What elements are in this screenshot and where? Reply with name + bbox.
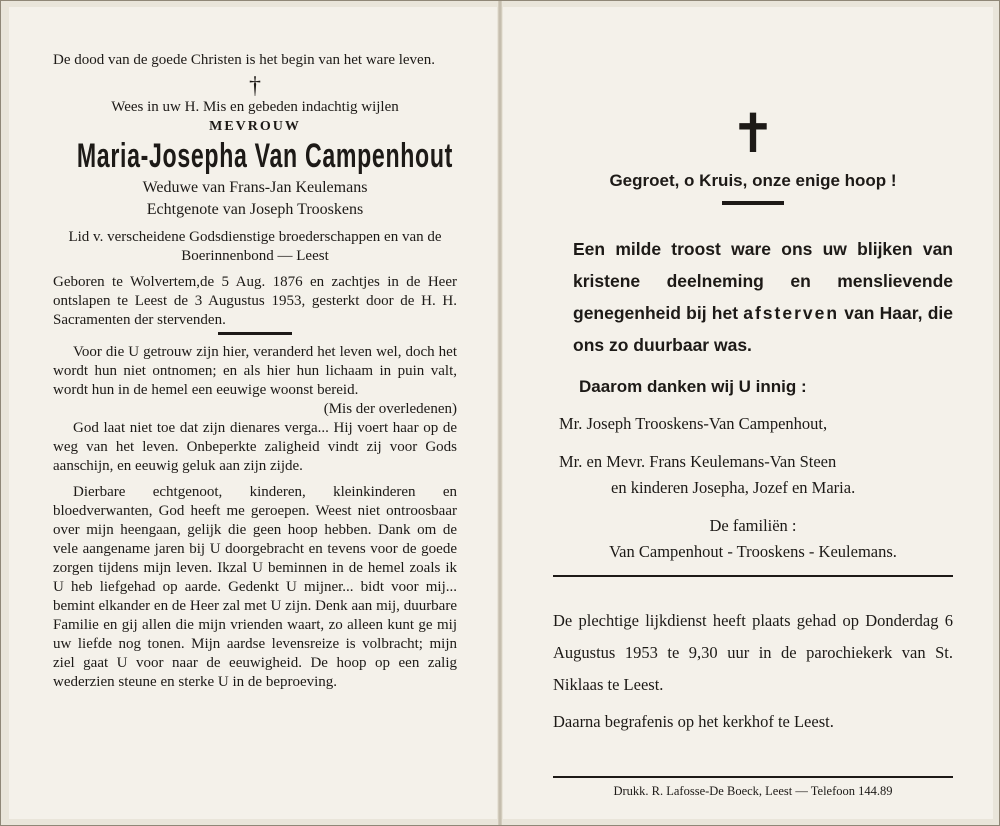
paragraph-1: Voor die U getrouw zijn hier, veranderd het leven wel, doch het wordt hun niet ontnomen; en als hier hun lichaam in puin valt, wordt hun in de hemel een eeuwige woonst bereid. xyxy=(53,344,457,398)
deceased-name: Maria-Josepha Van Campenhout xyxy=(76,137,454,175)
thanks-text-a: Een milde troost ware ons uw blijken van kristene deelneming en menslievende genegenheid bij het xyxy=(573,239,953,323)
cross-icon-large: ✝ xyxy=(730,104,776,164)
thanks-text xyxy=(573,233,953,361)
thanks-heading: Daarom danken wij U innig : xyxy=(579,377,807,396)
right-page xyxy=(503,7,993,819)
widow-line: Weduwe van Frans-Jan Keulemans xyxy=(142,179,368,196)
family-line-2b: en kinderen Josepha, Jozef en Maria. xyxy=(611,478,856,497)
left-page xyxy=(9,7,497,819)
greeting-heading: Gegroet, o Kruis, onze enige hoop ! xyxy=(609,171,897,190)
card-fold xyxy=(498,1,502,825)
funeral-text: De plechtige lijkdienst heeft plaats gehad op Donderdag 6 Augustus 1953 te 9,30 uur in de parochiekerk van St. Niklaas te Leest. xyxy=(553,611,953,694)
title-mevrouw: MEVROUW xyxy=(209,119,301,134)
paragraph-3: Dierbare echtgenoot, kinderen, kleinkinderen en bloedverwanten, God heeft me geroepen. Weest niet ontroosbaar over mijn heengaan, gelijk die geen hoop hebben. Dank om de vele aangename jaren bij U doorgebracht en tevens voor de goede zorgen tijdens mijn leven. Ikzal U beminnen in de hemel zoals ik U heb liefgehad op aarde. Gedenkt U mijner... bidt voor mij... bemint elkander en de Heer zal met U zijn. Denk aan mij, duurbare Familie en gij allen die mijn vrienden waart, zo alleen kunt ge mij uw liefde nog tonen. Mijn aardse levensreize is volbracht; mijn ziel gaat U voor naar de eeuwigheid. De hoop op een zalig wederzien steune en sterke U in de beproeving. xyxy=(53,484,457,690)
thanks-text-b: van Haar, die ons zo duurbaar was. xyxy=(573,303,953,355)
families-label: De familiën : xyxy=(709,516,797,535)
membership-line: Lid v. verscheidene Godsdienstige broederschappen en van de Boerinnenbond — Leest xyxy=(68,229,442,264)
printer-line: Drukk. R. Lafosse-De Boeck, Leest — Telefoon 144.89 xyxy=(553,776,953,799)
remembrance-line: Wees in uw H. Mis en gebeden indachtig wijlen xyxy=(111,99,399,115)
family-line-1: Mr. Joseph Trooskens-Van Campenhout, xyxy=(559,414,828,433)
cross-icon: † xyxy=(249,73,261,99)
spouse-line: Echtgenote van Joseph Trooskens xyxy=(146,201,364,218)
family-line-2: Mr. en Mevr. Frans Keulemans-Van Steen xyxy=(559,452,837,471)
families-names: Van Campenhout - Trooskens - Keulemans. xyxy=(609,542,897,561)
paragraph-1-source: (Mis der overledenen) xyxy=(323,401,457,417)
burial-text: Daarna begrafenis op het kerkhof te Leest. xyxy=(553,712,834,731)
paragraph-2: God laat niet toe dat zijn dienares verga... Hij voert haar op de weg van het leven. Onbeperkte zaligheid vindt zij voor Gods aanschijn, en eeuwig geluk aan zijn zijde. xyxy=(53,420,457,474)
divider xyxy=(218,332,292,335)
opening-quote: De dood van de goede Christen is het begin van het ware leven. xyxy=(53,52,435,68)
birth-death-line: Geboren te Wolvertem,de 5 Aug. 1876 en zachtjes in de Heer ontslapen te Leest de 3 Augustus 1953, gesterkt door de H. H. Sacramenten der stervenden. xyxy=(53,274,457,328)
divider xyxy=(722,201,784,205)
divider xyxy=(553,575,953,577)
thanks-text-spaced: afsterven xyxy=(743,303,840,323)
